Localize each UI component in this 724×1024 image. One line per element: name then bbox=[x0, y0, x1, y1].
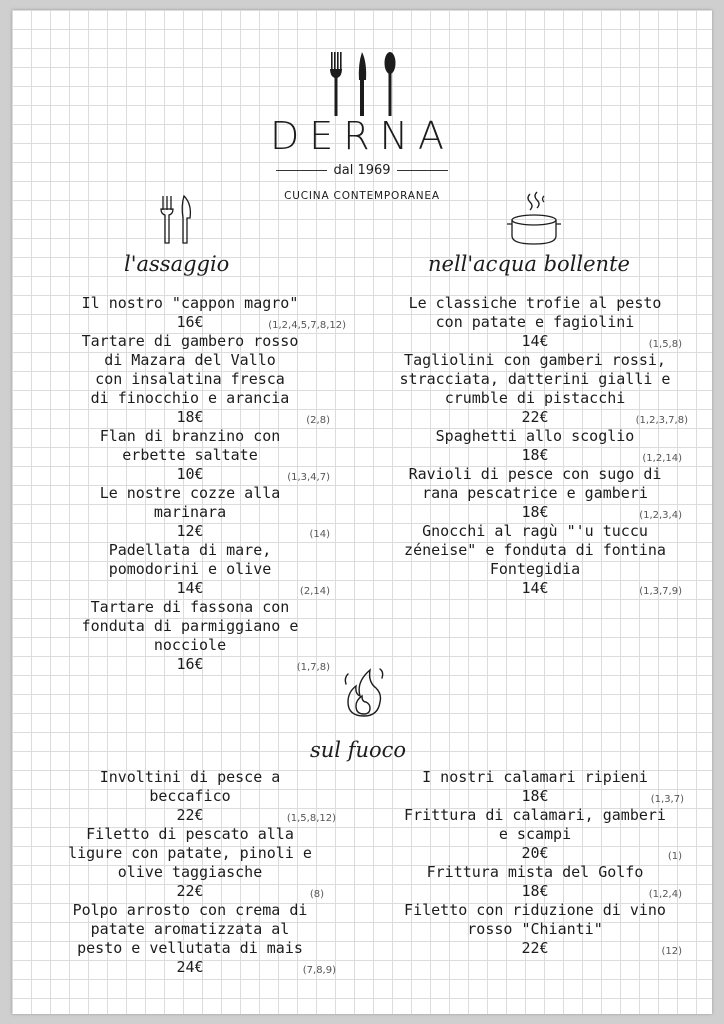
allergen-codes: (1,2,14) bbox=[642, 453, 682, 464]
price-row bbox=[382, 408, 688, 427]
dish-price: 18€ bbox=[521, 787, 549, 805]
dish-name: Frittura mista del Golfo bbox=[426, 863, 644, 881]
price-row bbox=[40, 465, 340, 484]
dish-name: Frittura di calamari, gamberi e scampi bbox=[404, 806, 666, 843]
dish-price: 18€ bbox=[521, 503, 549, 521]
price-row bbox=[40, 806, 340, 825]
price-row bbox=[40, 408, 340, 427]
dish-price: 22€ bbox=[176, 882, 204, 900]
dish-name: Gnocchi al ragù "'u tuccu zéneise" e fonduta di fontina Fontegidia bbox=[404, 522, 666, 578]
price-row bbox=[40, 579, 340, 598]
price-row bbox=[382, 579, 688, 598]
dish-name: Le classiche trofie al pesto con patate e fagiolini bbox=[408, 294, 662, 331]
allergen-codes: (12) bbox=[661, 946, 682, 957]
price-row bbox=[40, 522, 340, 541]
dish-name: Filetto di pescato alla ligure con patate, pinoli e olive taggiasche bbox=[68, 825, 312, 881]
allergen-codes: (1,2,4,5,7,8,12) bbox=[268, 320, 346, 331]
allergen-codes: (1,3,4,7) bbox=[287, 472, 330, 483]
menu-list-assaggio bbox=[40, 294, 346, 674]
cutlery-logo-icon bbox=[317, 50, 407, 118]
allergen-codes: (7,8,9) bbox=[302, 965, 336, 976]
menu-item bbox=[40, 484, 340, 541]
dish-price: 18€ bbox=[176, 408, 204, 426]
since-year: dal 1969 bbox=[333, 162, 391, 178]
menu-item bbox=[40, 901, 340, 977]
dish-price: 22€ bbox=[521, 939, 549, 957]
menu-item bbox=[40, 427, 340, 484]
menu-item bbox=[40, 294, 346, 332]
price-row bbox=[40, 313, 346, 332]
dish-price: 10€ bbox=[176, 465, 204, 483]
price-row bbox=[40, 882, 340, 901]
price-row bbox=[382, 939, 688, 958]
menu-page bbox=[12, 10, 712, 1014]
menu-item bbox=[40, 598, 340, 674]
dish-name: Spaghetti allo scoglio bbox=[435, 427, 635, 445]
dish-name: Involtini di pesce a beccafico bbox=[99, 768, 281, 805]
allergen-codes: (2,8) bbox=[306, 415, 330, 426]
allergen-codes: (1,2,4) bbox=[648, 889, 682, 900]
dish-price: 24€ bbox=[176, 958, 204, 976]
menu-item bbox=[382, 427, 688, 465]
fire-icon bbox=[342, 662, 386, 718]
dish-price: 18€ bbox=[521, 882, 549, 900]
tagline: CUCINA CONTEMPORANEA bbox=[284, 190, 440, 202]
section-title-acqua: nell'acqua bollente bbox=[428, 252, 630, 276]
dish-name: Le nostre cozze alla marinara bbox=[99, 484, 281, 521]
dish-price: 14€ bbox=[521, 332, 549, 350]
section-title-fuoco: sul fuoco bbox=[310, 738, 407, 762]
price-row bbox=[382, 882, 688, 901]
price-row bbox=[40, 655, 340, 674]
dish-price: 16€ bbox=[176, 655, 204, 673]
allergen-codes: (1,5,8,12) bbox=[286, 813, 336, 824]
allergen-codes: (1) bbox=[667, 851, 682, 862]
dish-price: 20€ bbox=[521, 844, 549, 862]
dish-name: Il nostro "cappon magro" bbox=[81, 294, 299, 312]
menu-item bbox=[382, 522, 688, 598]
price-row bbox=[382, 446, 688, 465]
menu-item bbox=[382, 768, 688, 806]
menu-item bbox=[40, 332, 340, 427]
allergen-codes: (1,2,3,7,8) bbox=[635, 415, 688, 426]
menu-item bbox=[382, 901, 688, 958]
menu-item bbox=[40, 541, 340, 598]
menu-item bbox=[382, 465, 688, 522]
dish-price: 22€ bbox=[521, 408, 549, 426]
menu-item bbox=[382, 351, 688, 427]
cooking-pot-icon bbox=[504, 190, 564, 250]
divider bbox=[276, 170, 327, 171]
dish-price: 14€ bbox=[521, 579, 549, 597]
price-row bbox=[382, 503, 688, 522]
knife-icon bbox=[359, 52, 366, 116]
dish-price: 22€ bbox=[176, 806, 204, 824]
price-row bbox=[382, 844, 688, 863]
dish-name: Polpo arrosto con crema di patate aromatizzata al pesto e vellutata di mais bbox=[72, 901, 308, 957]
menu-list-acqua bbox=[382, 294, 688, 598]
restaurant-name: DERNA bbox=[269, 114, 455, 158]
allergen-codes: (14) bbox=[309, 529, 330, 540]
allergen-codes: (1,3,7) bbox=[650, 794, 684, 805]
spoon-icon bbox=[385, 52, 396, 116]
dish-name: Padellata di mare, pomodorini e olive bbox=[108, 541, 272, 578]
menu-list-fuoco-left bbox=[40, 768, 340, 977]
price-row bbox=[382, 787, 688, 806]
fork-knife-icon bbox=[156, 194, 196, 246]
menu-item bbox=[40, 825, 340, 901]
allergen-codes: (2,14) bbox=[299, 586, 330, 597]
fork-icon bbox=[330, 52, 342, 116]
dish-price: 14€ bbox=[176, 579, 204, 597]
price-row bbox=[382, 332, 688, 351]
dish-price: 16€ bbox=[176, 313, 204, 331]
dish-name: Tagliolini con gamberi rossi, stracciata, datterini gialli e crumble di pistacchi bbox=[399, 351, 671, 407]
since-row bbox=[276, 160, 448, 180]
dish-name: Ravioli di pesce con sugo di rana pescatrice e gamberi bbox=[408, 465, 662, 502]
divider bbox=[397, 170, 448, 171]
section-title-assaggio: l'assaggio bbox=[124, 252, 230, 276]
dish-name: Filetto con riduzione di vino rosso "Chianti" bbox=[404, 901, 666, 938]
dish-name: I nostri calamari ripieni bbox=[422, 768, 648, 786]
menu-item bbox=[382, 863, 688, 901]
dish-price: 18€ bbox=[521, 446, 549, 464]
menu-item bbox=[382, 806, 688, 863]
allergen-codes: (1,5,8) bbox=[648, 339, 682, 350]
allergen-codes: (1,2,3,4) bbox=[639, 510, 682, 521]
price-row bbox=[40, 958, 340, 977]
menu-list-fuoco-right bbox=[382, 768, 688, 958]
allergen-codes: (1,3,7,9) bbox=[639, 586, 682, 597]
dish-name: Tartare di fassona con fonduta di parmiggiano e nocciole bbox=[81, 598, 299, 654]
menu-item bbox=[40, 768, 340, 825]
allergen-codes: (8) bbox=[309, 889, 324, 900]
dish-name: Tartare di gambero rosso di Mazara del Vallo con insalatina fresca di finocchio e arancia bbox=[81, 332, 299, 407]
menu-item bbox=[382, 294, 688, 351]
dish-price: 12€ bbox=[176, 522, 204, 540]
allergen-codes: (1,7,8) bbox=[296, 662, 330, 673]
dish-name: Flan di branzino con erbette saltate bbox=[99, 427, 281, 464]
